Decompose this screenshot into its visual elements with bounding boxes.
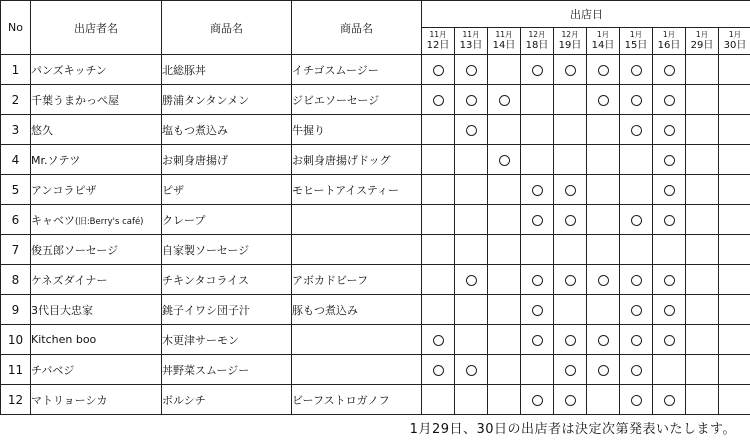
circle-mark-icon [598, 95, 609, 106]
vendor-name-text: アンコラピザ [31, 183, 97, 197]
header-date-day: 29日 [690, 40, 714, 51]
date-mark-cell [719, 385, 750, 415]
circle-mark-icon [598, 335, 609, 346]
date-mark-cell [587, 235, 620, 265]
date-mark-cell [620, 115, 653, 145]
date-mark-cell [422, 325, 455, 355]
date-mark-cell [455, 265, 488, 295]
vendor-name [31, 355, 162, 385]
table-row [1, 385, 750, 415]
date-mark-cell [587, 55, 620, 85]
circle-mark-icon [466, 365, 477, 376]
date-mark-cell [488, 325, 521, 355]
product-name-1: 勝浦タンタンメン [162, 85, 292, 115]
circle-mark-icon [499, 155, 510, 166]
circle-mark-icon [565, 395, 576, 406]
circle-mark-icon [631, 395, 642, 406]
product-name-2: 牛握り [292, 115, 422, 145]
vendor-name-text: パンズキッチン [31, 63, 107, 77]
header-vendor: 出店者名 [31, 1, 162, 55]
date-mark-cell [620, 175, 653, 205]
vendor-name [31, 55, 162, 85]
date-mark-cell [719, 85, 750, 115]
header-date [521, 28, 554, 55]
date-mark-cell [521, 235, 554, 265]
date-mark-cell [554, 175, 587, 205]
product-name-2 [292, 205, 422, 235]
header-product-2: 商品名 [292, 1, 422, 55]
table-row [1, 355, 750, 385]
date-mark-cell [719, 265, 750, 295]
date-mark-cell [554, 295, 587, 325]
product-name-1: ピザ [162, 175, 292, 205]
date-mark-cell [488, 295, 521, 325]
date-mark-cell [653, 115, 686, 145]
date-mark-cell [521, 385, 554, 415]
date-mark-cell [719, 355, 750, 385]
date-mark-cell [488, 355, 521, 385]
header-no: No [1, 1, 31, 55]
circle-mark-icon [565, 365, 576, 376]
row-number: 2 [1, 85, 31, 115]
date-mark-cell [488, 385, 521, 415]
date-mark-cell [587, 355, 620, 385]
circle-mark-icon [565, 275, 576, 286]
date-mark-cell [719, 295, 750, 325]
date-mark-cell [587, 385, 620, 415]
header-date [422, 28, 455, 55]
date-mark-cell [455, 235, 488, 265]
circle-mark-icon [664, 395, 675, 406]
date-mark-cell [422, 115, 455, 145]
date-mark-cell [488, 145, 521, 175]
date-mark-cell [719, 115, 750, 145]
row-number: 9 [1, 295, 31, 325]
product-name-2 [292, 325, 422, 355]
date-mark-cell [653, 145, 686, 175]
product-name-1: お刺身唐揚げ [162, 145, 292, 175]
vendor-name [31, 175, 162, 205]
date-mark-cell [455, 115, 488, 145]
date-mark-cell [455, 295, 488, 325]
header-date-day: 12日 [426, 40, 450, 51]
circle-mark-icon [631, 95, 642, 106]
header-date-day: 19日 [558, 40, 582, 51]
date-mark-cell [455, 385, 488, 415]
header-date [587, 28, 620, 55]
date-mark-cell [455, 355, 488, 385]
date-mark-cell [521, 115, 554, 145]
date-mark-cell [455, 205, 488, 235]
circle-mark-icon [664, 215, 675, 226]
circle-mark-icon [664, 95, 675, 106]
date-mark-cell [653, 325, 686, 355]
product-name-2 [292, 235, 422, 265]
date-mark-cell [686, 265, 719, 295]
date-mark-cell [587, 145, 620, 175]
circle-mark-icon [598, 365, 609, 376]
table-row [1, 325, 750, 355]
row-number: 12 [1, 385, 31, 415]
date-mark-cell [686, 355, 719, 385]
circle-mark-icon [664, 125, 675, 136]
circle-mark-icon [433, 95, 444, 106]
row-number: 1 [1, 55, 31, 85]
date-mark-cell [422, 355, 455, 385]
date-mark-cell [422, 295, 455, 325]
vendor-name-text: Kitchen boo [31, 333, 97, 346]
vendor-name-text: ケネズダイナー [31, 273, 108, 287]
product-name-2 [292, 355, 422, 385]
date-mark-cell [587, 175, 620, 205]
date-mark-cell [620, 325, 653, 355]
date-mark-cell [488, 175, 521, 205]
date-mark-cell [686, 145, 719, 175]
date-mark-cell [422, 55, 455, 85]
vendor-name-text: キャベツ [31, 213, 75, 227]
header-date-month: 1月 [728, 30, 742, 39]
date-mark-cell [686, 295, 719, 325]
header-date-day: 13日 [459, 40, 483, 51]
date-mark-cell [620, 295, 653, 325]
vendor-name [31, 385, 162, 415]
circle-mark-icon [664, 185, 675, 196]
date-mark-cell [554, 265, 587, 295]
date-mark-cell [587, 205, 620, 235]
date-mark-cell [719, 175, 750, 205]
date-mark-cell [653, 205, 686, 235]
circle-mark-icon [466, 275, 477, 286]
circle-mark-icon [664, 275, 675, 286]
circle-mark-icon [631, 65, 642, 76]
vendor-name [31, 85, 162, 115]
date-mark-cell [653, 55, 686, 85]
product-name-2: イチゴスムージー [292, 55, 422, 85]
date-mark-cell [653, 85, 686, 115]
date-mark-cell [719, 145, 750, 175]
product-name-2: アボカドビーフ [292, 265, 422, 295]
circle-mark-icon [532, 305, 543, 316]
header-product-1: 商品名 [162, 1, 292, 55]
circle-mark-icon [532, 215, 543, 226]
product-name-1: 丼野菜スムージー [162, 355, 292, 385]
row-number: 7 [1, 235, 31, 265]
date-mark-cell [719, 55, 750, 85]
table-row [1, 205, 750, 235]
date-mark-cell [521, 325, 554, 355]
date-mark-cell [422, 205, 455, 235]
product-name-1: チキンタコライス [162, 265, 292, 295]
circle-mark-icon [565, 185, 576, 196]
vendor-name [31, 295, 162, 325]
circle-mark-icon [532, 395, 543, 406]
date-mark-cell [554, 385, 587, 415]
date-mark-cell [554, 325, 587, 355]
circle-mark-icon [499, 95, 510, 106]
circle-mark-icon [598, 65, 609, 76]
vendor-name [31, 235, 162, 265]
header-row-top [1, 1, 750, 28]
date-mark-cell [686, 175, 719, 205]
date-mark-cell [455, 55, 488, 85]
date-mark-cell [488, 235, 521, 265]
date-mark-cell [554, 235, 587, 265]
date-mark-cell [488, 205, 521, 235]
date-mark-cell [587, 295, 620, 325]
header-date [653, 28, 686, 55]
table-row [1, 265, 750, 295]
row-number: 5 [1, 175, 31, 205]
date-mark-cell [620, 85, 653, 115]
date-mark-cell [554, 355, 587, 385]
date-mark-cell [488, 115, 521, 145]
header-date-month: 1月 [629, 30, 643, 39]
header-date-month: 11月 [495, 30, 513, 39]
vendor-name [31, 265, 162, 295]
product-name-2: お刺身唐揚げドッグ [292, 145, 422, 175]
date-mark-cell [521, 205, 554, 235]
vendor-name-text: 3代目大忠家 [31, 303, 93, 317]
circle-mark-icon [631, 125, 642, 136]
row-number: 3 [1, 115, 31, 145]
date-mark-cell [653, 265, 686, 295]
table-row [1, 145, 750, 175]
date-mark-cell [686, 85, 719, 115]
date-mark-cell [422, 265, 455, 295]
product-name-1: 銚子イワシ団子汁 [162, 295, 292, 325]
header-date-day: 15日 [624, 40, 648, 51]
circle-mark-icon [631, 215, 642, 226]
date-mark-cell [587, 85, 620, 115]
date-mark-cell [686, 205, 719, 235]
header-date-day: 14日 [591, 40, 615, 51]
header-date-month: 1月 [596, 30, 610, 39]
date-mark-cell [620, 355, 653, 385]
product-name-1: 北総豚丼 [162, 55, 292, 85]
circle-mark-icon [466, 65, 477, 76]
date-mark-cell [620, 265, 653, 295]
product-name-2: 豚もつ煮込み [292, 295, 422, 325]
date-mark-cell [488, 55, 521, 85]
circle-mark-icon [433, 335, 444, 346]
date-mark-cell [455, 85, 488, 115]
date-mark-cell [554, 55, 587, 85]
header-date-month: 1月 [662, 30, 676, 39]
date-mark-cell [587, 265, 620, 295]
circle-mark-icon [664, 65, 675, 76]
header-date [686, 28, 719, 55]
row-number: 4 [1, 145, 31, 175]
date-mark-cell [554, 205, 587, 235]
date-mark-cell [488, 85, 521, 115]
date-mark-cell [488, 265, 521, 295]
date-mark-cell [719, 235, 750, 265]
product-name-1: ボルシチ [162, 385, 292, 415]
date-mark-cell [521, 265, 554, 295]
header-date-day: 14日 [492, 40, 516, 51]
schedule-body [1, 55, 750, 415]
table-row [1, 175, 750, 205]
date-mark-cell [422, 385, 455, 415]
header-date [455, 28, 488, 55]
date-mark-cell [422, 145, 455, 175]
date-mark-cell [521, 175, 554, 205]
row-number: 8 [1, 265, 31, 295]
date-mark-cell [686, 325, 719, 355]
date-mark-cell [455, 175, 488, 205]
date-mark-cell [554, 115, 587, 145]
date-mark-cell [455, 145, 488, 175]
date-mark-cell [422, 85, 455, 115]
date-mark-cell [521, 295, 554, 325]
date-mark-cell [620, 205, 653, 235]
circle-mark-icon [532, 335, 543, 346]
table-row [1, 115, 750, 145]
product-name-1: 塩もつ煮込み [162, 115, 292, 145]
date-mark-cell [719, 205, 750, 235]
table-row [1, 235, 750, 265]
date-mark-cell [521, 55, 554, 85]
circle-mark-icon [664, 335, 675, 346]
date-mark-cell [620, 235, 653, 265]
date-mark-cell [587, 115, 620, 145]
date-mark-cell [653, 385, 686, 415]
vendor-name-text: 俊五郎ソーセージ [31, 243, 119, 257]
header-date [620, 28, 653, 55]
date-mark-cell [554, 85, 587, 115]
vendor-note: (旧:Berry's café) [75, 216, 144, 227]
date-mark-cell [620, 385, 653, 415]
product-name-2: ジビエソーセージ [292, 85, 422, 115]
vendor-name [31, 205, 162, 235]
circle-mark-icon [631, 335, 642, 346]
date-mark-cell [653, 355, 686, 385]
circle-mark-icon [631, 275, 642, 286]
circle-mark-icon [466, 125, 477, 136]
header-date [488, 28, 521, 55]
circle-mark-icon [433, 365, 444, 376]
header-date-month: 12月 [561, 30, 579, 39]
vendor-name-text: チバベジ [31, 363, 75, 377]
date-mark-cell [686, 55, 719, 85]
table-row [1, 295, 750, 325]
circle-mark-icon [565, 65, 576, 76]
product-name-1: クレープ [162, 205, 292, 235]
date-mark-cell [653, 175, 686, 205]
header-date [719, 28, 750, 55]
circle-mark-icon [631, 305, 642, 316]
row-number: 6 [1, 205, 31, 235]
vendor-name-text: Mr.ソテツ [31, 153, 81, 167]
footnote: 1月29日、30日の出店者は決定次第発表いたします。 [409, 422, 736, 437]
date-mark-cell [653, 235, 686, 265]
date-mark-cell [719, 325, 750, 355]
circle-mark-icon [466, 95, 477, 106]
header-date [554, 28, 587, 55]
circle-mark-icon [664, 155, 675, 166]
header-date-month: 1月 [695, 30, 709, 39]
circle-mark-icon [664, 305, 675, 316]
date-mark-cell [521, 85, 554, 115]
circle-mark-icon [532, 65, 543, 76]
table-row [1, 55, 750, 85]
row-number: 10 [1, 325, 31, 355]
product-name-2: ビーフストロガノフ [292, 385, 422, 415]
header-date-month: 12月 [528, 30, 546, 39]
vendor-name [31, 115, 162, 145]
circle-mark-icon [631, 365, 642, 376]
date-mark-cell [686, 385, 719, 415]
vendor-name [31, 145, 162, 175]
product-name-2: モヒートアイスティー [292, 175, 422, 205]
date-mark-cell [422, 175, 455, 205]
date-mark-cell [521, 355, 554, 385]
table-row [1, 85, 750, 115]
date-mark-cell [620, 55, 653, 85]
product-name-1: 木更津サーモン [162, 325, 292, 355]
circle-mark-icon [565, 215, 576, 226]
date-mark-cell [620, 145, 653, 175]
circle-mark-icon [565, 335, 576, 346]
date-mark-cell [521, 145, 554, 175]
vendor-name-text: 悠久 [31, 123, 53, 137]
circle-mark-icon [532, 275, 543, 286]
date-mark-cell [422, 235, 455, 265]
date-mark-cell [455, 325, 488, 355]
circle-mark-icon [433, 65, 444, 76]
date-mark-cell [686, 235, 719, 265]
circle-mark-icon [532, 185, 543, 196]
vendor-name-text: 千葉うまかっぺ屋 [31, 93, 119, 107]
date-mark-cell [587, 325, 620, 355]
header-date-month: 11月 [429, 30, 447, 39]
header-date-day: 18日 [525, 40, 549, 51]
date-mark-cell [686, 115, 719, 145]
vendor-name [31, 325, 162, 355]
row-number: 11 [1, 355, 31, 385]
date-mark-cell [554, 145, 587, 175]
header-date-day: 16日 [657, 40, 681, 51]
header-dates-group: 出店日 [422, 1, 750, 28]
header-date-month: 11月 [462, 30, 480, 39]
date-mark-cell [653, 295, 686, 325]
product-name-1: 自家製ソーセージ [162, 235, 292, 265]
circle-mark-icon [598, 275, 609, 286]
header-date-day: 30日 [723, 40, 747, 51]
vendor-name-text: マトリョーシカ [31, 393, 108, 407]
